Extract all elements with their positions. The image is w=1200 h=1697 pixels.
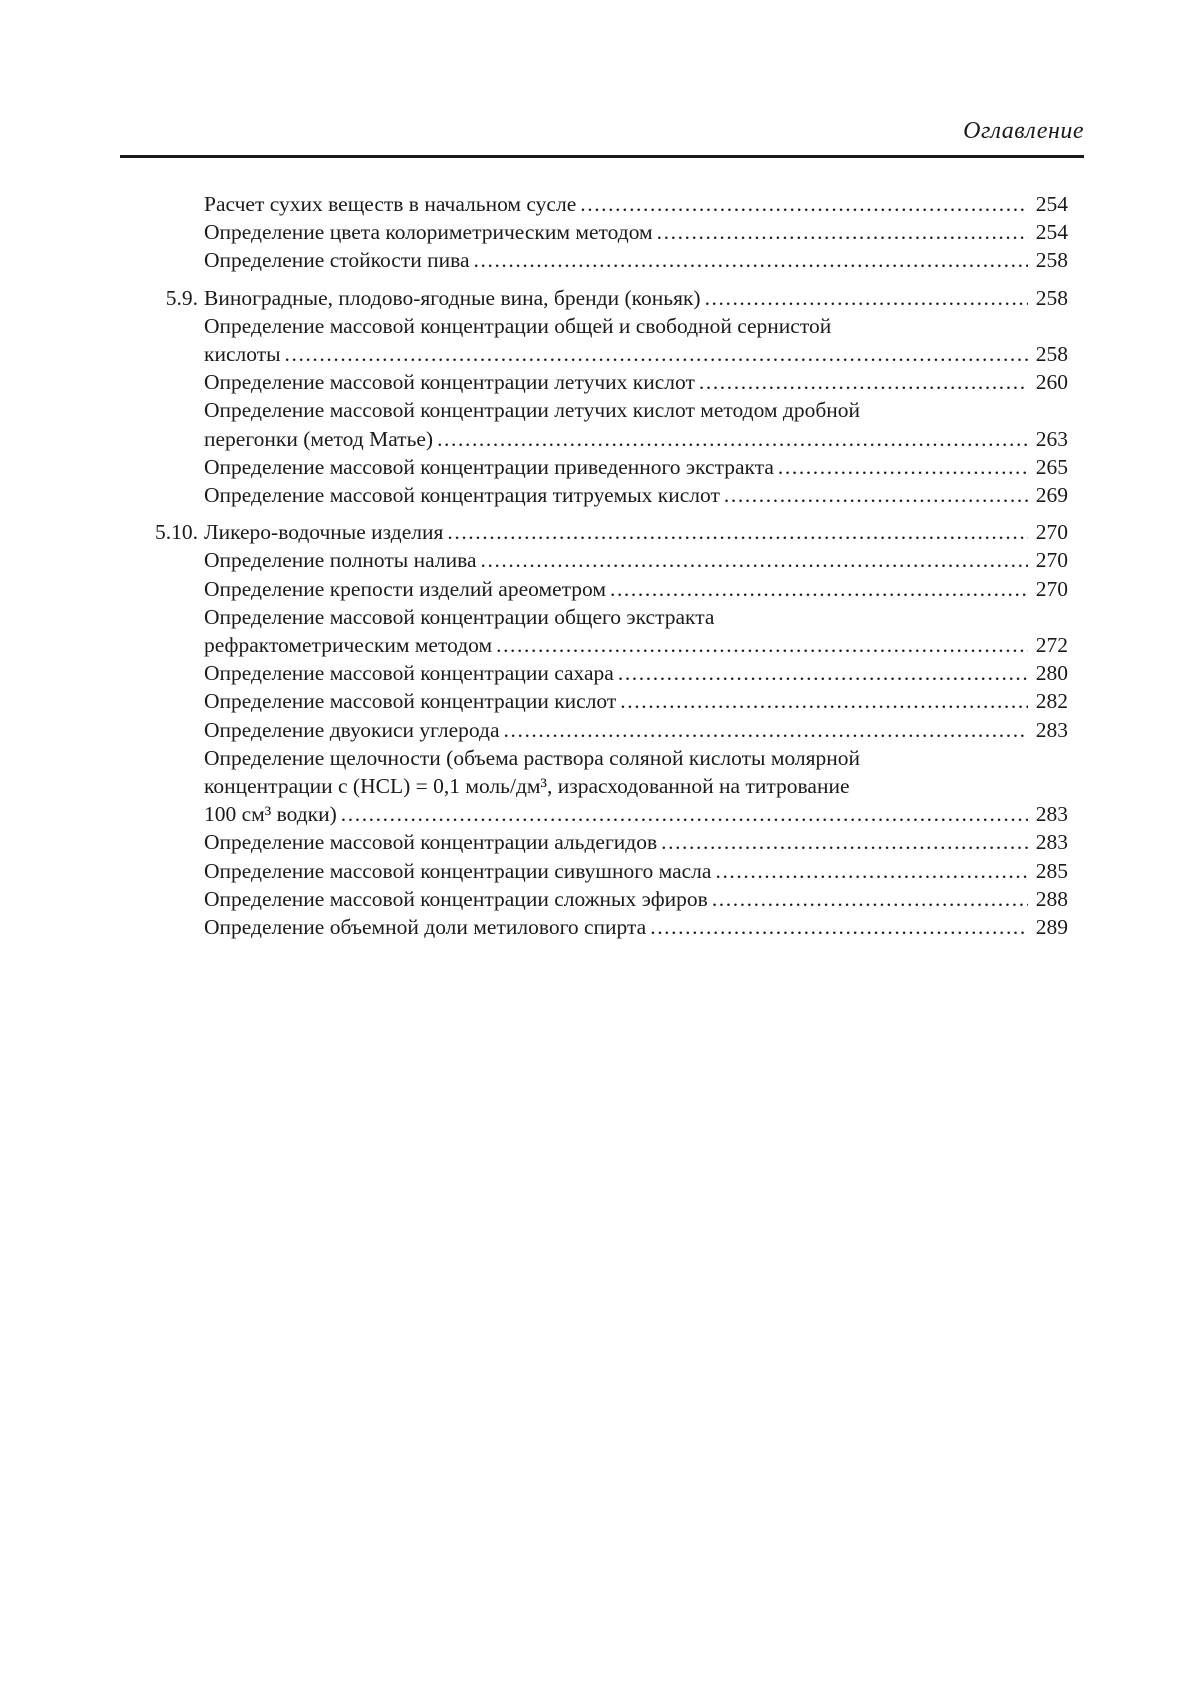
- toc-entry: [140, 885, 1068, 913]
- toc-entry-text: Определение двуокиси углерода: [204, 717, 500, 742]
- toc-entry-text: Ликеро-водочные изделия: [204, 520, 444, 545]
- toc-entry: [140, 603, 1068, 659]
- toc-entry: [140, 659, 1068, 687]
- toc-dot-leader: [285, 340, 1028, 368]
- toc-dot-leader: [778, 453, 1028, 481]
- toc-page-number: 285: [1035, 858, 1068, 883]
- toc-dot-leader: [705, 284, 1028, 312]
- toc-page-number: 258: [1035, 248, 1068, 273]
- toc-entry: [140, 481, 1068, 509]
- toc-entry-text: 100 см³ водки): [204, 802, 337, 827]
- toc-entry-text: Определение объемной доли метилового спирта: [204, 915, 647, 940]
- toc-page-number: 283: [1035, 802, 1068, 827]
- toc-entry: [140, 218, 1068, 246]
- toc-page-number: 270: [1035, 520, 1068, 545]
- toc-entry-text: Определение крепости изделий ареометром: [204, 576, 606, 601]
- toc-entry-text: кислоты: [204, 342, 281, 367]
- toc-entry: [140, 246, 1068, 274]
- toc-dot-leader: [724, 481, 1028, 509]
- toc-entry: [140, 312, 1068, 368]
- toc-entry: [140, 546, 1068, 574]
- toc-entry-text: Определение массовой концентрации летучих кислот: [204, 370, 695, 395]
- toc-page-number: 265: [1035, 454, 1068, 479]
- toc-entry-text: концентрации c (HCL) = 0,1 моль/дм³, израсходованной на титрование: [204, 774, 850, 799]
- toc-page-number: 270: [1035, 576, 1068, 601]
- toc-entry: [140, 716, 1068, 744]
- toc-section: [140, 284, 1068, 510]
- toc-entry-text: Определение массовой концентрации приведенного экстракта: [204, 454, 774, 479]
- toc-section-number: 5.9.: [165, 285, 198, 310]
- toc-page-number: 263: [1035, 426, 1068, 451]
- toc-dot-leader: [496, 631, 1028, 659]
- toc-dot-leader: [712, 885, 1028, 913]
- toc-page-number: 289: [1035, 915, 1068, 940]
- toc-dot-leader: [618, 659, 1028, 687]
- toc-page-number: 282: [1035, 689, 1068, 714]
- toc-entry: [140, 518, 1068, 546]
- toc-page-number: 260: [1035, 370, 1068, 395]
- toc-section-number: 5.10.: [155, 520, 198, 545]
- toc-entry: [140, 913, 1068, 941]
- toc-dot-leader: [620, 687, 1028, 715]
- toc-entry-text: Определение массовой концентрации сахара: [204, 661, 614, 686]
- toc-dot-leader: [437, 425, 1028, 453]
- toc-dot-leader: [657, 218, 1028, 246]
- toc-dot-leader: [699, 368, 1028, 396]
- toc-entry: [140, 857, 1068, 885]
- toc-dot-leader: [610, 575, 1028, 603]
- toc-entry-text: перегонки (метод Матье): [204, 426, 434, 451]
- toc-entry-text: Виноградные, плодово-ягодные вина, бренди (коньяк): [204, 285, 701, 310]
- toc-page-number: 288: [1035, 886, 1068, 911]
- toc-entry-text: рефрактометрическим методом: [204, 633, 493, 658]
- toc-dot-leader: [580, 190, 1028, 218]
- toc-dot-leader: [650, 913, 1028, 941]
- toc-entry-text: Определение полноты налива: [204, 548, 477, 573]
- toc-entry-text: Определение массовой концентрации сивушного масла: [204, 858, 712, 883]
- toc-dot-leader: [481, 546, 1029, 574]
- toc-dot-leader: [504, 716, 1028, 744]
- toc-section: [140, 518, 1068, 941]
- toc-entry-text: Определение массовой концентрации сложных эфиров: [204, 886, 708, 911]
- toc-page-number: 270: [1035, 548, 1068, 573]
- toc-page-number: 283: [1035, 830, 1068, 855]
- toc-entry-text: Определение массовой концентрации альдегидов: [204, 830, 658, 855]
- toc-section: [140, 190, 1068, 275]
- toc-entry-text: Определение массовой концентрации летучих кислот методом дробной: [204, 398, 861, 423]
- toc-entry-text: Определение массовой концентрации кислот: [204, 689, 617, 714]
- toc-page-number: 254: [1035, 220, 1068, 245]
- toc-entry: [140, 284, 1068, 312]
- toc-page-number: 269: [1035, 483, 1068, 508]
- toc-entry-text: Определение стойкости пива: [204, 248, 470, 273]
- toc-dot-leader: [715, 857, 1028, 885]
- toc-page-number: 283: [1035, 717, 1068, 742]
- toc-dot-leader: [474, 246, 1028, 274]
- toc-page-number: 272: [1035, 633, 1068, 658]
- toc-entry-text: Определение массовой концентрации общего экстракта: [204, 604, 715, 629]
- toc-page-number: 280: [1035, 661, 1068, 686]
- toc-entry-text: Определение цвета колориметрическим методом: [204, 220, 653, 245]
- toc-dot-leader: [661, 828, 1028, 856]
- toc-entry: [140, 190, 1068, 218]
- header-rule: [120, 155, 1084, 158]
- toc-entry-text: Определение щелочности (объема раствора соляной кислоты молярной: [204, 745, 861, 770]
- toc-page-number: 254: [1035, 192, 1068, 216]
- toc-entry-text: Определение массовой концентрации общей и свободной сернистой: [204, 313, 832, 338]
- toc-entry: [140, 453, 1068, 481]
- table-of-contents: [140, 190, 1068, 941]
- running-header: Оглавление: [963, 118, 1084, 144]
- toc-page-number: 258: [1035, 285, 1068, 310]
- toc-dot-leader: [447, 518, 1028, 546]
- toc-entry-text: Определение массовой концентрация титруемых кислот: [204, 483, 720, 508]
- toc-entry: [140, 575, 1068, 603]
- toc-entry: [140, 368, 1068, 396]
- toc-entry-text: Расчет сухих веществ в начальном сусле: [204, 192, 577, 216]
- toc-entry: [140, 744, 1068, 829]
- toc-entry: [140, 828, 1068, 856]
- toc-entry: [140, 396, 1068, 452]
- toc-entry: [140, 687, 1068, 715]
- toc-page-number: 258: [1035, 342, 1068, 367]
- toc-dot-leader: [341, 800, 1028, 828]
